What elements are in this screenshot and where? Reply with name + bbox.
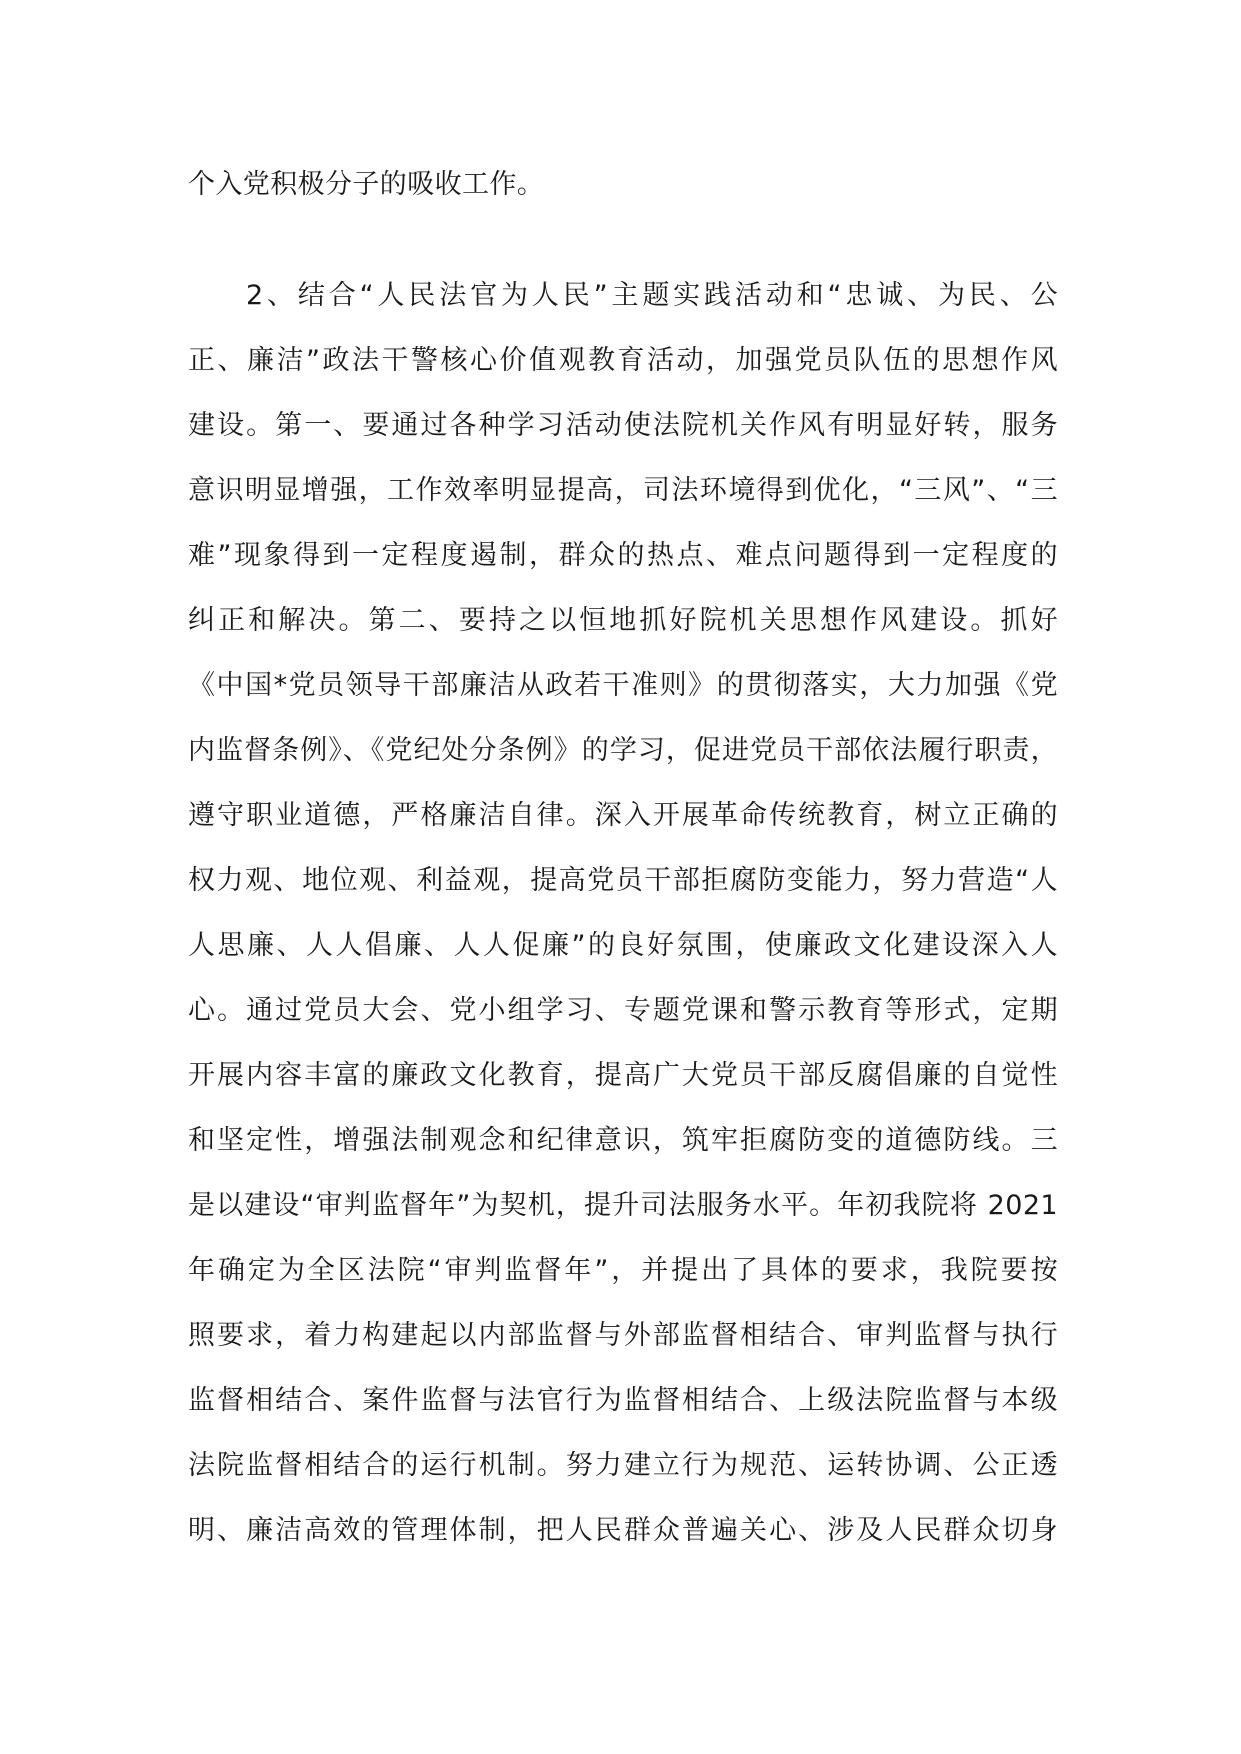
- paragraph-line: 权力观、地位观、利益观，提高党员干部拒腐防变能力，努力营造“人: [188, 865, 1058, 896]
- paragraph-line: 是以建设“审判监督年”为契机，提升司法服务水平。年初我院将 2021: [188, 1190, 1058, 1221]
- paragraph-line: 和坚定性，增强法制观念和纪律意识，筑牢拒腐防变的道德防线。三: [188, 1125, 1058, 1156]
- paragraph-line: 2、结合“人民法官为人民”主题实践活动和“忠诚、为民、公: [246, 280, 1058, 311]
- paragraph-line: 《中国*党员领导干部廉洁从政若干准则》的贯彻落实，大力加强《党: [188, 670, 1058, 701]
- paragraph-line: 年确定为全区法院“审判监督年”，并提出了具体的要求，我院要按: [188, 1255, 1058, 1286]
- paragraph-line: 正、廉洁”政法干警核心价值观教育活动，加强党员队伍的思想作风: [188, 345, 1058, 376]
- paragraph-line: 遵守职业道德，严格廉洁自律。深入开展革命传统教育，树立正确的: [188, 800, 1058, 831]
- paragraph-line: 纠正和解决。第二、要持之以恒地抓好院机关思想作风建设。抓好: [188, 605, 1058, 636]
- paragraph-line: 意识明显增强，工作效率明显提高，司法环境得到优化，“三风”、“三: [188, 475, 1058, 506]
- paragraph-line: 监督相结合、案件监督与法官行为监督相结合、上级法院监督与本级: [188, 1385, 1058, 1416]
- paragraph-line: 建设。第一、要通过各种学习活动使法院机关作风有明显好转，服务: [188, 410, 1058, 441]
- paragraph-line: 人思廉、人人倡廉、人人促廉”的良好氛围，使廉政文化建设深入人: [188, 930, 1058, 961]
- paragraph-line: 法院监督相结合的运行机制。努力建立行为规范、运转协调、公正透: [188, 1450, 1058, 1481]
- paragraph-line: 内监督条例》、《党纪处分条例》的学习，促进党员干部依法履行职责，: [188, 735, 1058, 766]
- paragraph-line: 心。通过党员大会、党小组学习、专题党课和警示教育等形式，定期: [188, 995, 1058, 1026]
- continuation-line: 个入党积极分子的吸收工作。: [188, 169, 545, 200]
- body-paragraph: [188, 263, 1058, 1563]
- paragraph-line: 开展内容丰富的廉政文化教育，提高广大党员干部反腐倡廉的自觉性: [188, 1060, 1058, 1091]
- paragraph-line: 难”现象得到一定程度遏制，群众的热点、难点问题得到一定程度的: [188, 540, 1058, 571]
- paragraph-line: 明、廉洁高效的管理体制，把人民群众普遍关心、涉及人民群众切身: [188, 1515, 1058, 1546]
- paragraph-line: 照要求，着力构建起以内部监督与外部监督相结合、审判监督与执行: [188, 1320, 1058, 1351]
